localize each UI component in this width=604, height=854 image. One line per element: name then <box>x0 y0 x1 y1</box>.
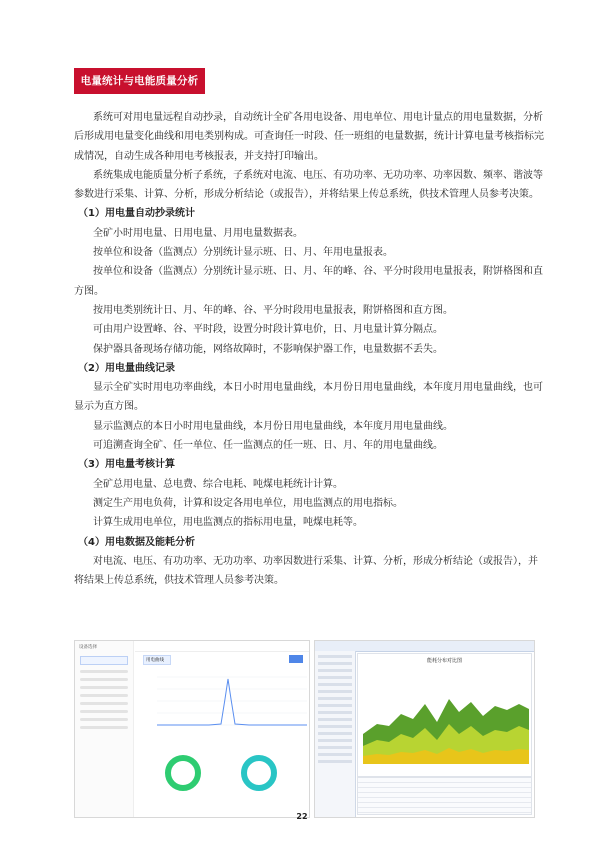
paragraph: 按用电类别统计日、月、年的峰、谷、平分时段用电量报表，附饼格图和直方图。 <box>93 304 453 316</box>
paragraph: 全矿总用电量、总电费、综合电耗、吨煤电耗统计计算。 <box>93 478 343 490</box>
paragraph: 计算生成用电单位，用电监测点的指标用电量，吨煤电耗等。 <box>93 517 363 529</box>
paragraph: 按单位和设备（监测点）分别统计显示班、日、月、年的峰、谷、平分时段用电量报表，附饼格图和直方图。 <box>74 266 543 297</box>
paragraph: 可由用户设置峰、谷、平时段，设置分时段计算电价，日、月电量计算分隔点。 <box>93 324 443 336</box>
paragraph: 显示监测点的本日小时用电量曲线，本月份日用电量曲线，本年度月用电量曲线。 <box>93 420 453 432</box>
paragraph: 显示全矿实时用电功率曲线，本日小时用电量曲线，本月份日用电量曲线，本年度月用电量曲线，也可显示为直方图。 <box>74 382 543 413</box>
paragraph: 对电流、电压、有功功率、无功功率、功率因数进行采集、计算、分析，形成分析结论（或报告），并将结果上传总系统，供技术管理人员参考决策。 <box>74 555 538 587</box>
query-button[interactable] <box>289 655 303 663</box>
ring-chart-1 <box>165 755 201 791</box>
chart-tab-label: 用电曲线 <box>146 658 164 663</box>
chart-tab[interactable] <box>143 655 171 665</box>
screenshot-power-curve <box>74 640 310 818</box>
energy-data-table <box>357 777 532 815</box>
section-heading: （1）用电量自动抄录统计 <box>78 208 195 220</box>
device-tree-panel <box>75 641 134 817</box>
paragraph: 保护器具备现场存储功能，网络故障时，不影响保护器工作，电量数据不丢失。 <box>93 343 443 355</box>
power-curve-chart <box>139 669 309 739</box>
section-heading: （4）用电数据及能耗分析 <box>78 536 195 548</box>
energy-area-chart <box>359 664 531 772</box>
curve-panel <box>135 641 309 817</box>
page-number: 22 <box>296 812 308 821</box>
filter-button[interactable] <box>80 656 128 665</box>
section-heading: （2）用电量曲线记录 <box>78 362 175 374</box>
document-body <box>74 108 544 590</box>
paragraph: 按单位和设备（监测点）分别统计显示班、日、月、年用电量报表。 <box>93 247 393 259</box>
section-heading: （3）用电量考核计算 <box>78 459 175 471</box>
device-panel-title: 设备选择 <box>79 645 97 650</box>
paragraph: 系统集成电能质量分析子系统，子系统对电流、电压、有功功率、无功功率、功率因数、频率、谐波等参数进行采集、计算、分析，形成分析结论（或报告），并将结果上传总系统，供技术管理人员参考决策。 <box>74 169 543 201</box>
paragraph: 全矿小时用电量、日用电量、月用电量数据表。 <box>93 227 303 239</box>
screenshot-energy-analysis <box>314 640 535 818</box>
ring-chart-2 <box>241 755 277 791</box>
unit-tree[interactable] <box>315 651 356 817</box>
energy-chart <box>357 653 532 777</box>
section-title: 电量统计与电能质量分析 <box>74 68 205 94</box>
paragraph: 系统可对用电量远程自动抄录，自动统计全矿各用电设备、用电单位、用电计量点的用电量数据，分析后形成用电量变化曲线和用电类别构成。可查询任一时段、任一班组的电量数据，统计计算电量考核指标完成情况，自动生成各种用电考核报表，并支持打印输出。 <box>74 112 544 162</box>
energy-chart-title: 能耗分布对比图 <box>426 658 462 664</box>
paragraph: 可追溯查询全矿、任一单位、任一监测点的任一班、日、月、年的用电量曲线。 <box>93 440 443 452</box>
paragraph: 测定生产用电负荷，计算和设定各用电单位，用电监测点的用电指标。 <box>93 497 403 509</box>
